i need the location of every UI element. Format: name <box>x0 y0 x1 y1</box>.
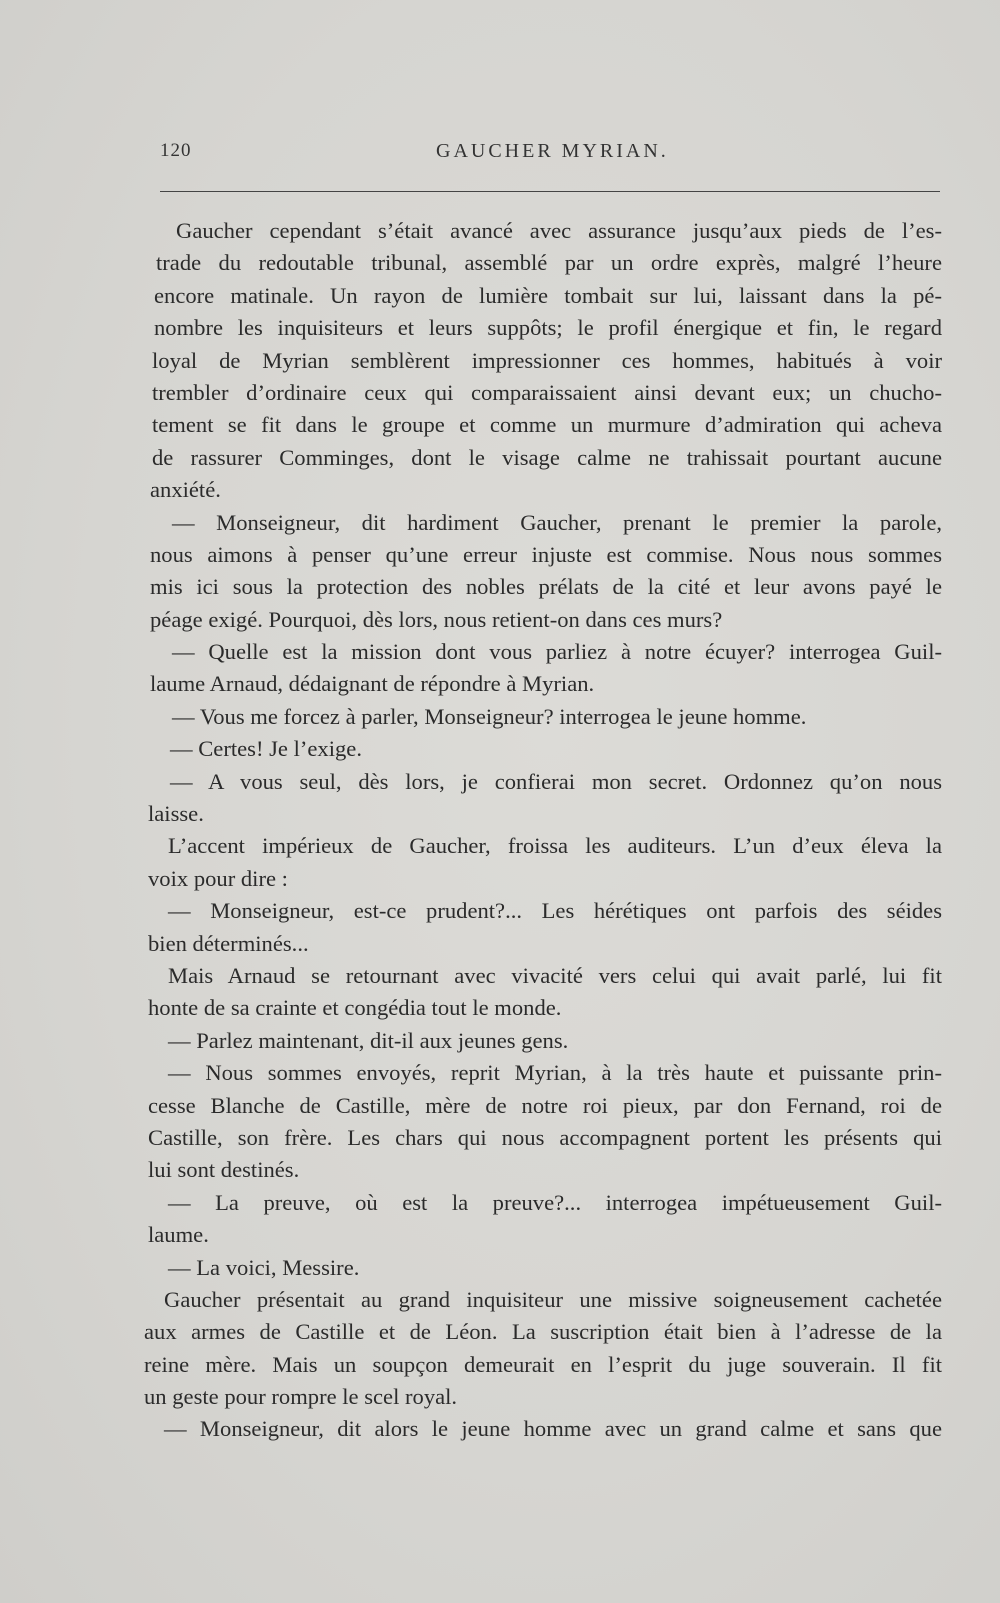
text-line: aux armes de Castille et de Léon. La suscription était bien à l’adresse de la <box>144 1319 942 1345</box>
page-header <box>160 140 940 170</box>
text-line: nombre les inquisiteurs et leurs suppôts; le profil énergique et fin, le regard <box>154 315 942 341</box>
text-line: — Monseigneur, dit alors le jeune homme avec un grand calme et sans que <box>164 1416 942 1442</box>
text-line: tement se fit dans le groupe et comme un murmure d’admiration qui acheva <box>152 412 942 438</box>
text-line: honte de sa crainte et congédia tout le monde. <box>148 995 562 1021</box>
text-line: laisse. <box>148 801 204 827</box>
text-line: cesse Blanche de Castille, mère de notre roi pieux, par don Fernand, roi de <box>148 1092 942 1118</box>
text-line: Gaucher présentait au grand inquisiteur une missive soigneusement cachetée <box>164 1286 942 1312</box>
text-line: péage exigé. Pourquoi, dès lors, nous retient-on dans ces murs? <box>150 606 723 632</box>
body-text <box>144 215 942 1446</box>
text-line: un geste pour rompre le scel royal. <box>144 1384 458 1410</box>
text-line: mis ici sous la protection des nobles prélats de la cité et leur avons payé le <box>150 574 942 600</box>
text-line: de rassurer Comminges, dont le visage calme ne trahissait pourtant aucune <box>152 444 942 470</box>
text-line: — A vous seul, dès lors, je confierai mon secret. Ordonnez qu’on nous <box>170 768 942 794</box>
header-rule <box>160 191 940 192</box>
text-line: laume. <box>148 1222 209 1248</box>
text-line: anxiété. <box>150 477 221 503</box>
text-line: — Vous me forcez à parler, Monseigneur? interrogea le jeune homme. <box>172 703 807 729</box>
text-line: Gaucher cependant s’était avancé avec assurance jusqu’aux pieds de l’es- <box>176 218 942 243</box>
text-line: — Monseigneur, est-ce prudent?... Les hérétiques ont parfois des séides <box>168 898 942 924</box>
text-line: — Monseigneur, dit hardiment Gaucher, prenant le premier la parole, <box>172 509 942 535</box>
text-line: trade du redoutable tribunal, assemblé par un ordre exprès, malgré l’heure <box>156 250 942 276</box>
text-line: reine mère. Mais un soupçon demeurait en l’esprit du juge souverain. Il fit <box>144 1351 942 1377</box>
text-line: voix pour dire : <box>148 865 288 891</box>
text-line: trembler d’ordinaire ceux qui comparaissaient ainsi devant eux; un chucho- <box>152 379 942 405</box>
text-line: lui sont destinés. <box>148 1157 300 1183</box>
text-line: L’accent impérieux de Gaucher, froissa les auditeurs. L’un d’eux éleva la <box>168 833 942 859</box>
text-line: Mais Arnaud se retournant avec vivacité vers celui qui avait parlé, lui fit <box>168 962 942 988</box>
text-line: nous aimons à penser qu’une erreur injuste est commise. Nous nous sommes <box>150 541 942 567</box>
text-line: — Nous sommes envoyés, reprit Myrian, à la très haute et puissante prin- <box>168 1060 942 1086</box>
text-line: — Certes! Je l’exige. <box>170 736 362 762</box>
text-line: — Parlez maintenant, dit-il aux jeunes gens. <box>168 1027 569 1053</box>
text-line: — La preuve, où est la preuve?... interrogea impétueusement Guil- <box>168 1189 942 1215</box>
text-line: loyal de Myrian semblèrent impressionner ces hommes, habitués à voir <box>152 347 942 373</box>
page-number: 120 <box>160 140 192 161</box>
text-line: — Quelle est la mission dont vous parliez à notre écuyer? interrogea Guil- <box>172 639 942 665</box>
text-line: — La voici, Messire. <box>168 1254 360 1280</box>
text-line: encore matinale. Un rayon de lumière tombait sur lui, laissant dans la pé- <box>154 282 942 308</box>
text-line: bien déterminés... <box>148 930 309 956</box>
text-line: laume Arnaud, dédaignant de répondre à Myrian. <box>150 671 595 697</box>
running-title: GAUCHER MYRIAN. <box>436 140 669 162</box>
text-line: Castille, son frère. Les chars qui nous accompagnent portent les présents qui <box>148 1124 942 1150</box>
